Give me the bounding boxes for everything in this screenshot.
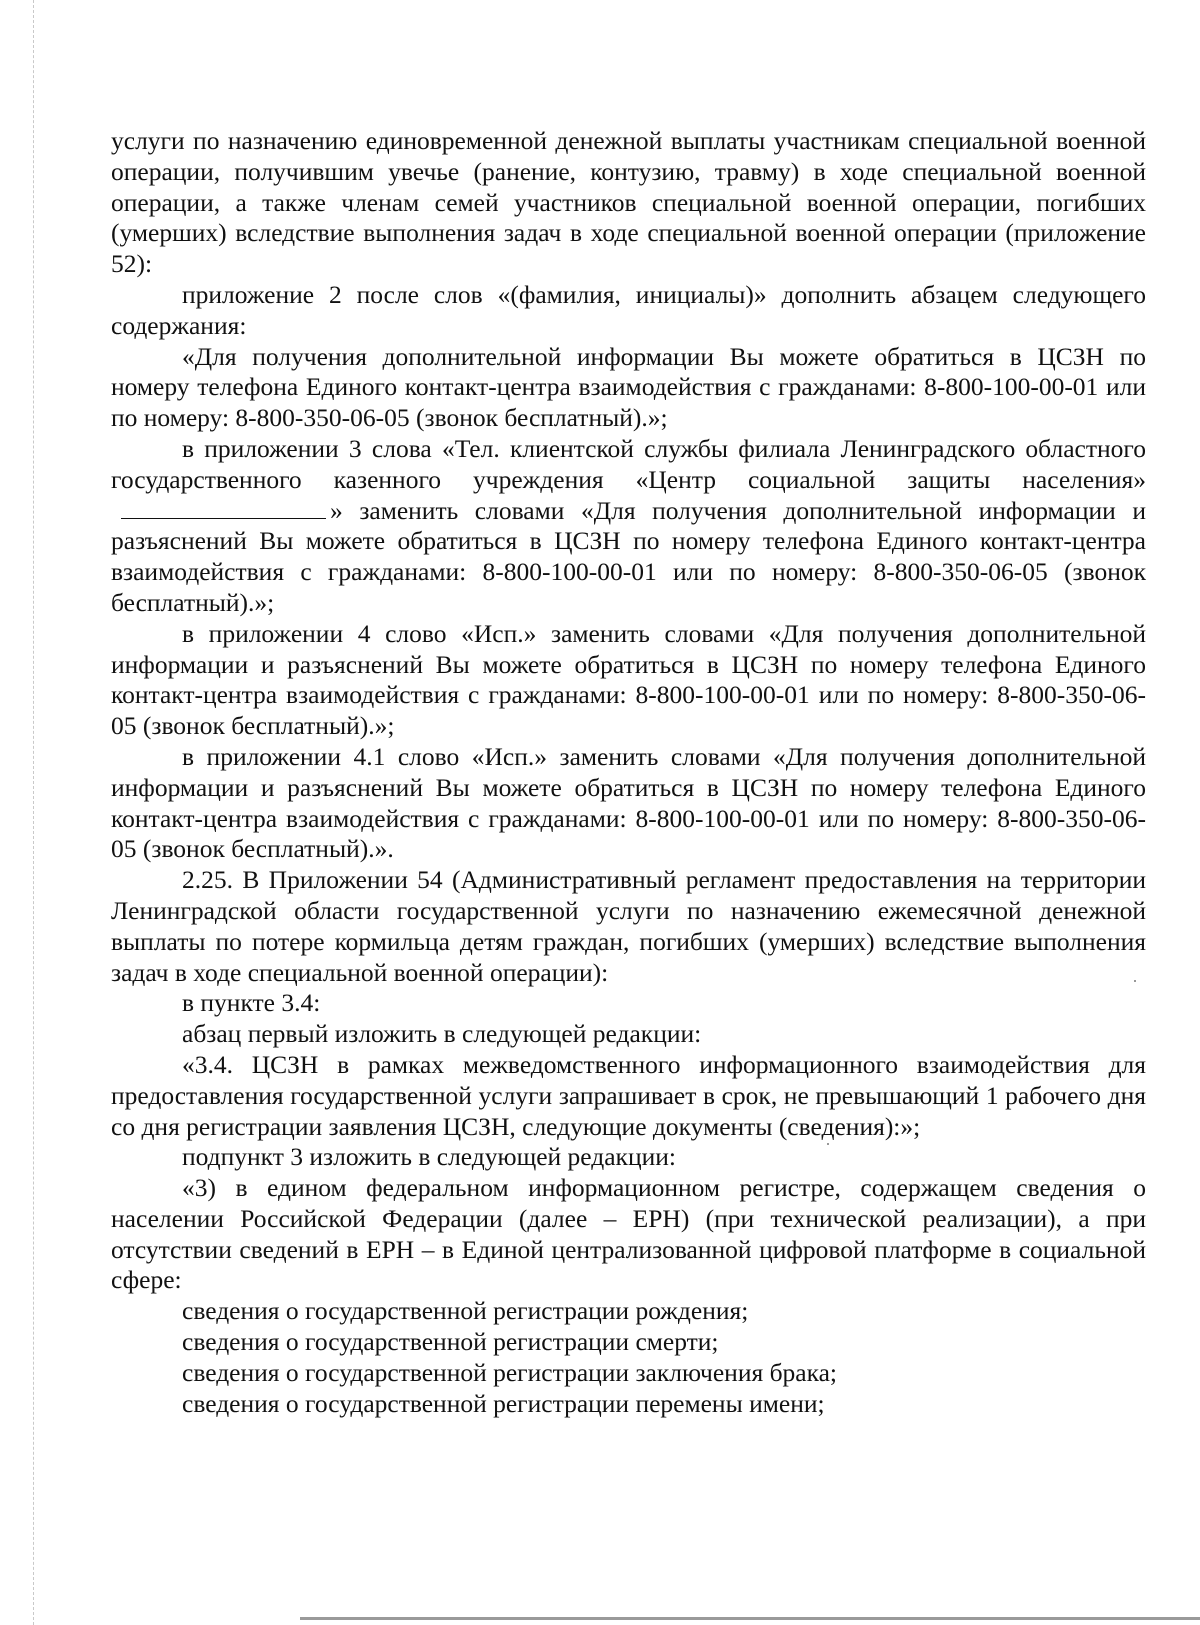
paragraph: услуги по назначению единовременной денежной выплаты участникам специальной военной операции, получившим увечье (ранение, контузию, травму) в ходе специальной военной операции, а также членам семей участников специальной военной операции, погибших (умерших) вследствие выполнения задач в ходе специальной военной операции (приложение 52): <box>111 126 1146 279</box>
paragraph: в пункте 3.4: <box>182 988 321 1018</box>
paragraph-text-after-blank: » заменить словами «Для получения дополнительной информации и разъяснений Вы можете обратиться в ЦСЗН по номеру телефона Единого контакт-центра взаимодействия с гражданами: 8-800-100-00-01 или по номеру: 8-800-350-06-05 (звонок бесплатный).»; <box>111 495 1146 617</box>
blank-line <box>121 496 326 519</box>
paragraph-text-before-blank: в приложении 3 слова «Тел. клиентской службы филиала Ленинградского областного государственного казенного учреждения «Центр социальной защиты населения» <box>111 433 1146 494</box>
paragraph: абзац первый изложить в следующей редакции: <box>182 1019 702 1049</box>
scan-edge-left <box>33 0 34 1625</box>
paragraph: сведения о государственной регистрации перемены имени; <box>182 1388 825 1418</box>
paragraph: в приложении 4 слово «Исп.» заменить словами «Для получения дополнительной информации и разъяснений Вы можете обратиться в ЦСЗН по номеру телефона Единого контакт-центра взаимодействия с гражданами: 8-800-100-00-01 или по номеру: 8-800-350-06-05 (звонок бесплатный).»; <box>111 618 1146 741</box>
paragraph: подпункт 3 изложить в следующей редакции: <box>182 1142 676 1172</box>
paragraph: «3.4. ЦСЗН в рамках межведомственного информационного взаимодействия для предоставления государственной услуги запрашивает в срок, не превышающий 1 рабочего дня со дня регистрации заявления ЦСЗН, следующие документы (сведения):»; <box>111 1049 1146 1141</box>
paragraph: в приложении 4.1 слово «Исп.» заменить словами «Для получения дополнительной информации и разъяснений Вы можете обратиться в ЦСЗН по номеру телефона Единого контакт-центра взаимодействия с гражданами: 8-800-100-00-01 или по номеру: 8-800-350-06-05 (звонок бесплатный).». <box>111 741 1146 864</box>
paragraph-with-blank <box>111 434 1146 619</box>
paragraph: сведения о государственной регистрации заключения брака; <box>182 1357 838 1387</box>
paragraph: приложение 2 после слов «(фамилия, инициалы)» дополнить абзацем следующего содержания: <box>111 279 1146 340</box>
paragraph: «3) в едином федеральном информационном регистре, содержащем сведения о населении Российской Федерации (далее – ЕРН) (при технической реализации), а при отсутствии сведений в ЕРН – в Единой централизованной цифровой платформе в социальной сфере: <box>111 1173 1146 1295</box>
document-body <box>111 126 1146 1419</box>
paragraph: «Для получения дополнительной информации Вы можете обратиться в ЦСЗН по номеру телефона Единого контакт-центра взаимодействия с гражданами: 8-800-100-00-01 или по номеру: 8-800-350-06-05 (звонок бесплатный).»; <box>111 341 1146 433</box>
paragraph: сведения о государственной регистрации рождения; <box>182 1296 749 1326</box>
scan-edge-bottom <box>300 1617 1200 1620</box>
paragraph: 2.25. В Приложении 54 (Административный регламент предоставления на территории Ленинградской области государственной услуги по назначению ежемесячной денежной выплаты по потере кормильца детям граждан, погибших (умерших) вследствие выполнения задач в ходе специальной военной операции): <box>111 865 1146 987</box>
paragraph: сведения о государственной регистрации смерти; <box>182 1327 719 1357</box>
